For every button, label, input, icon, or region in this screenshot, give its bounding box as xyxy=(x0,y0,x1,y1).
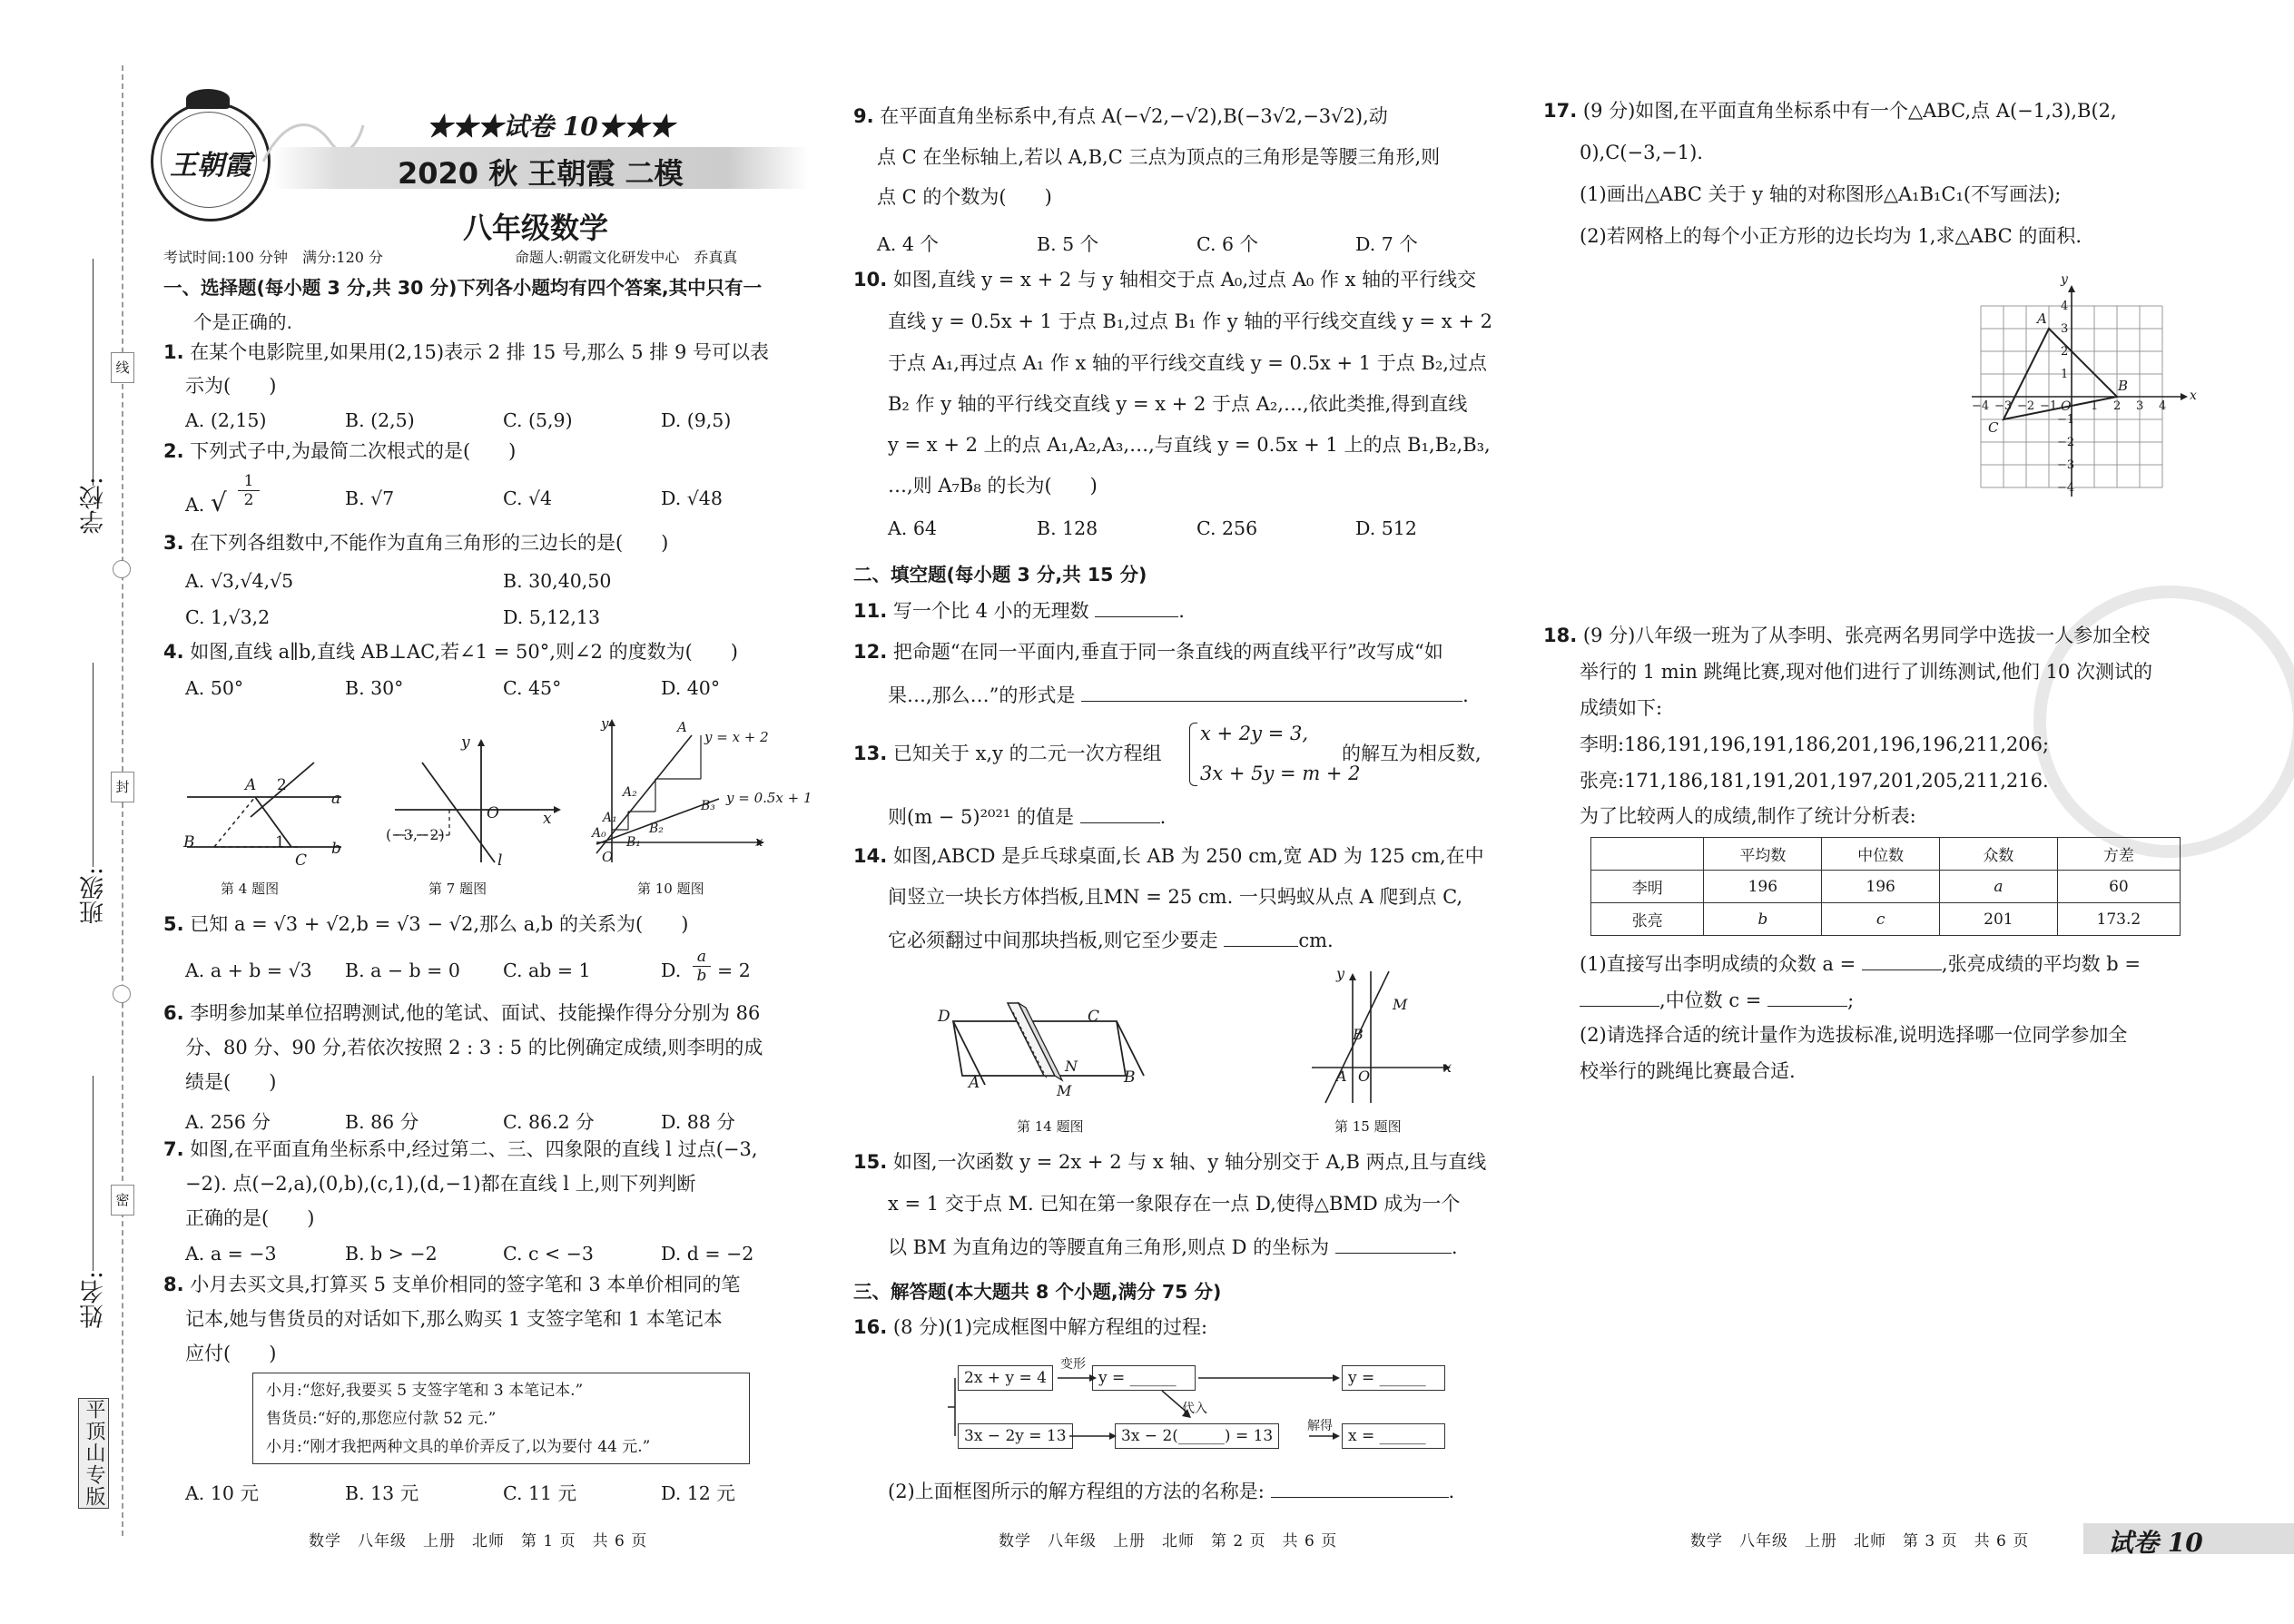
q9-option-d[interactable]: D. 7 个 xyxy=(1355,233,1418,255)
table-cell: b xyxy=(1704,903,1822,936)
f17-label-C: C xyxy=(1988,419,1999,436)
q1-option-a[interactable]: A. (2,15) xyxy=(185,409,267,431)
punch-hole-icon xyxy=(113,985,131,1003)
f17-label-O: O xyxy=(2061,399,2072,414)
f10-label-x: x xyxy=(755,833,763,850)
exam-meta-left: 考试时间:100 分钟 满分:120 分 xyxy=(163,249,384,266)
table-cell: 60 xyxy=(2057,871,2180,903)
f17-ytick-m2: −2 xyxy=(2057,436,2075,449)
q8-option-c[interactable]: C. 11 元 xyxy=(503,1482,577,1504)
question-13-cont: 则(m − 5)²⁰²¹ 的值是 . xyxy=(888,806,1167,828)
q13-eq-1: x + 2y = 3, xyxy=(1200,723,1308,744)
question-18-data-1: 李明:186,191,196,191,186,201,196,196,211,206; xyxy=(1580,733,2050,755)
logo-text: 王朝霞 xyxy=(170,150,251,182)
class-field[interactable] xyxy=(93,663,94,867)
q5-d-fraction: a b xyxy=(693,948,711,985)
question-18-part1-cont: ,中位数 c = ; xyxy=(1580,989,1854,1010)
question-15: 15. 如图,一次函数 y = 2x + 2 与 x 轴、y 轴分别交于 A,B 两点,且与直线 xyxy=(853,1151,1487,1173)
figure-7-caption: 第 7 题图 xyxy=(428,881,487,897)
f10-label-y: y xyxy=(601,715,609,732)
q13-eq-2: 3x + 5y = m + 2 xyxy=(1200,763,1361,784)
question-7: 7. 如图,在平面直角坐标系中,经过第二、三、四象限的直线 l 过点(−3, xyxy=(163,1138,758,1160)
table-cell: 173.2 xyxy=(2057,903,2180,936)
question-3: 3. 在下列各组数中,不能作为直角三角形的三边长的是( ) xyxy=(163,532,669,554)
question-7-cont2: 正确的是( ) xyxy=(185,1207,315,1229)
section-1-title: 一、选择题(每小题 3 分,共 30 分)下列各小题均有四个答案,其中只有一 xyxy=(163,277,763,299)
question-15-cont2: 以 BM 为直角边的等腰直角三角形,则点 D 的坐标为 . xyxy=(888,1236,1458,1258)
table-row xyxy=(1591,871,2181,903)
f14-label-B: B xyxy=(1124,1068,1136,1087)
f7-label-y: y xyxy=(461,733,470,752)
q4-option-b[interactable]: B. 30° xyxy=(345,677,404,699)
q2-option-a[interactable]: A. √ xyxy=(185,487,227,517)
question-8: 8. 小月去买文具,打算买 5 支单价相同的签字笔和 3 本单价相同的笔 xyxy=(163,1274,741,1295)
question-18-cont2: 成绩如下: xyxy=(1580,697,1663,719)
f17-label-A: A xyxy=(2037,310,2047,327)
table-cell: a xyxy=(1940,871,2058,903)
table-cell: 李明 xyxy=(1591,871,1704,903)
footer-page-1: 数学 八年级 上册 北师 第 1 页 共 6 页 xyxy=(309,1532,648,1550)
table-cell: 201 xyxy=(1940,903,2058,936)
f10-label-A1: A₁ xyxy=(603,811,617,825)
exam-badge: 试卷 10 xyxy=(2108,1528,2203,1558)
section-2-title: 二、填空题(每小题 3 分,共 15 分) xyxy=(853,564,1147,586)
question-6: 6. 李明参加某单位招聘测试,他的笔试、面试、技能操作得分分别为 86 xyxy=(163,1002,761,1024)
seal-mark-top: 线 xyxy=(111,352,134,383)
seal-mark-mid: 封 xyxy=(111,772,134,802)
table-header-row xyxy=(1591,838,2181,871)
f7-label-l: l xyxy=(497,851,503,870)
figure-17-grid xyxy=(1961,272,2206,508)
dialog-line-1: 小月:“您好,我要买 5 支签字笔和 3 本笔记本.” xyxy=(266,1382,584,1400)
question-2: 2. 下列式子中,为最简二次根式的是( ) xyxy=(163,440,517,462)
question-17-cont: 0),C(−3,−1). xyxy=(1580,142,1703,163)
question-10-cont3: B₂ 作 y 轴的平行线交直线 y = x + 2 于点 A₂,…,依此类推,得到直线 xyxy=(888,393,1468,415)
question-18-part1: (1)直接写出李明成绩的众数 a = ,张亮成绩的平均数 b = xyxy=(1580,953,2141,975)
q7-option-c[interactable]: C. c < −3 xyxy=(503,1243,594,1265)
f10-label-B1: B₁ xyxy=(626,835,641,850)
f17-label-B: B xyxy=(2118,378,2129,394)
question-10-cont1: 直线 y = 0.5x + 1 于点 B₁,过点 B₁ 作 y 轴的平行线交直线 y = x + 2 xyxy=(888,310,1492,332)
f7-label-x: x xyxy=(543,810,552,828)
q3-option-b[interactable]: B. 30,40,50 xyxy=(503,570,612,592)
f15-label-y: y xyxy=(1336,965,1345,982)
edition-badge: 平顶山专版 xyxy=(78,1398,109,1509)
q3-option-a[interactable]: A. √3,√4,√5 xyxy=(185,570,294,592)
q4-option-c[interactable]: C. 45° xyxy=(503,677,562,699)
f7-label-O: O xyxy=(487,804,499,822)
question-5: 5. 已知 a = √3 + √2,b = √3 − √2,那么 a,b 的关系为( ) xyxy=(163,913,689,935)
f10-label-O: O xyxy=(602,849,614,865)
q10-option-d[interactable]: D. 512 xyxy=(1355,517,1417,539)
flow-box-sub[interactable]: 3x − 2(______) = 13 xyxy=(1115,1423,1279,1449)
table-header: 众数 xyxy=(1940,838,2058,871)
f7-point-label: (−3,−2) xyxy=(386,826,445,843)
figure-14-caption: 第 14 题图 xyxy=(1017,1118,1084,1135)
q13-answer-blank[interactable] xyxy=(1080,806,1160,823)
f17-ytick-1: 1 xyxy=(2061,368,2069,381)
f10-label-B3: B₃ xyxy=(701,799,715,813)
q8-option-a[interactable]: A. 10 元 xyxy=(185,1482,259,1504)
flow-box-eq2: 3x − 2y = 13 xyxy=(958,1423,1073,1449)
q7-option-b[interactable]: B. b > −2 xyxy=(345,1243,438,1265)
q1-option-b[interactable]: B. (2,5) xyxy=(345,409,415,431)
punch-hole-icon xyxy=(113,560,131,578)
f15-label-M: M xyxy=(1393,996,1408,1013)
q10-option-b[interactable]: B. 128 xyxy=(1037,517,1098,539)
table-header: 方差 xyxy=(2057,838,2180,871)
q12-answer-blank[interactable] xyxy=(1081,684,1462,702)
q7-option-a[interactable]: A. a = −3 xyxy=(185,1243,277,1265)
q10-option-c[interactable]: C. 256 xyxy=(1196,517,1258,539)
q9-option-b[interactable]: B. 5 个 xyxy=(1037,233,1099,255)
f4-label-1: 1 xyxy=(275,833,285,851)
footer-page-3: 数学 八年级 上册 北师 第 3 页 共 6 页 xyxy=(1690,1532,2030,1550)
f10-line-2: y = 0.5x + 1 xyxy=(726,790,812,806)
figure-10-caption: 第 10 题图 xyxy=(637,881,704,897)
table-header: 平均数 xyxy=(1704,838,1822,871)
q2-a-fraction: 1 2 xyxy=(238,472,260,509)
f17-ytick-3: 3 xyxy=(2061,322,2069,336)
crown-icon xyxy=(186,89,230,109)
question-13-tail: 的解互为相反数, xyxy=(1342,743,1482,764)
question-15-cont: x = 1 交于点 M. 已知在第一象限存在一点 D,使得△BMD 成为一个 xyxy=(888,1193,1461,1215)
q6-option-b[interactable]: B. 86 分 xyxy=(345,1111,419,1133)
question-8-cont2: 应付( ) xyxy=(185,1343,277,1364)
footer-page-2: 数学 八年级 上册 北师 第 2 页 共 6 页 xyxy=(999,1532,1338,1550)
section-3-title: 三、解答题(本大题共 8 个小题,满分 75 分) xyxy=(853,1281,1222,1303)
stats-table xyxy=(1590,837,2181,936)
f17-label-x: x xyxy=(2190,389,2197,403)
f15-label-O: O xyxy=(1358,1068,1371,1085)
seal-mark-bot: 密 xyxy=(111,1185,134,1216)
question-13: 13. 已知关于 x,y 的二元一次方程组 xyxy=(853,743,1162,764)
question-16: 16. (8 分)(1)完成框图中解方程组的过程: xyxy=(853,1316,1208,1338)
figure-4-caption: 第 4 题图 xyxy=(221,881,280,897)
question-18-cont3: 为了比较两人的成绩,制作了统计分析表: xyxy=(1580,805,1916,827)
question-9-cont2: 点 C 的个数为( ) xyxy=(877,186,1052,208)
q4-option-a[interactable]: A. 50° xyxy=(185,677,244,699)
question-9: 9. 在平面直角坐标系中,有点 A(−√2,−√2),B(−3√2,−3√2),动 xyxy=(853,105,1388,127)
flow-box-y1[interactable]: y = ______ xyxy=(1092,1365,1196,1391)
q10-option-a[interactable]: A. 64 xyxy=(888,517,937,539)
f17-ytick-m3: −3 xyxy=(2057,458,2075,472)
question-14-cont: 间竖立一块长方体挡板,且MN = 25 cm. 一只蚂蚁从点 A 爬到点 C, xyxy=(888,886,1463,908)
q8-option-b[interactable]: B. 13 元 xyxy=(345,1482,419,1504)
question-8-cont: 记本,她与售货员的对话如下,那么购买 1 支签字笔和 1 本笔记本 xyxy=(185,1308,723,1330)
table-cell: 张亮 xyxy=(1591,903,1704,936)
f17-xtick-3: 3 xyxy=(2136,399,2144,413)
table-cell: 196 xyxy=(1822,871,1940,903)
question-12-cont: 果…,那么…”的形式是 . xyxy=(888,684,1469,706)
q9-option-c[interactable]: C. 6 个 xyxy=(1196,233,1259,255)
f17-xtick-m1: −1 xyxy=(2040,399,2058,413)
f14-label-D: D xyxy=(938,1008,950,1026)
q18-b-blank[interactable] xyxy=(1580,989,1659,1007)
f10-label-B2: B₂ xyxy=(649,822,664,836)
question-18-part2: (2)请选择合适的统计量作为选拔标准,说明选择哪一位同学参加全 xyxy=(1580,1024,2128,1046)
f14-label-M: M xyxy=(1057,1082,1072,1099)
q18-c-blank[interactable] xyxy=(1767,989,1847,1007)
question-9-cont: 点 C 在坐标轴上,若以 A,B,C 三点为顶点的三角形是等腰三角形,则 xyxy=(877,146,1441,168)
flow-box-y2[interactable]: y = ______ xyxy=(1342,1365,1445,1391)
dialog-box xyxy=(252,1373,750,1464)
series-title: ★★★试卷 10★★★ xyxy=(427,112,674,142)
q3-option-c[interactable]: C. 1,√3,2 xyxy=(185,606,271,628)
q5-option-a[interactable]: A. a + b = √3 xyxy=(185,960,312,981)
q9-option-a[interactable]: A. 4 个 xyxy=(877,233,939,255)
name-field[interactable] xyxy=(93,1076,94,1271)
exam-title: 2020 秋 王朝霞 二模 xyxy=(398,156,684,191)
f17-label-y: y xyxy=(2061,272,2068,287)
table-cell: 196 xyxy=(1704,871,1822,903)
q6-option-d[interactable]: D. 88 分 xyxy=(661,1111,735,1133)
f14-label-C: C xyxy=(1088,1008,1100,1026)
flow-label-solve: 解得 xyxy=(1307,1419,1333,1433)
flow-box-x[interactable]: x = ______ xyxy=(1342,1423,1445,1449)
question-7-cont: −2). 点(−2,a),(0,b),(c,1),(d,−1)都在直线 l 上,则下列判断 xyxy=(185,1173,696,1195)
school-field[interactable] xyxy=(93,259,94,486)
f17-ytick-m1: −1 xyxy=(2057,413,2075,427)
q3-option-d[interactable]: D. 5,12,13 xyxy=(503,606,600,628)
question-4: 4. 如图,直线 a∥b,直线 AB⊥AC,若∠1 = 50°,则∠2 的度数为( ) xyxy=(163,641,738,663)
logo xyxy=(151,102,271,221)
table-header: 中位数 xyxy=(1822,838,1940,871)
exam-meta-right: 命题人:朝霞文化研发中心 乔真真 xyxy=(515,249,738,266)
q5-d-rhs: = 2 xyxy=(717,960,751,981)
question-6-cont2: 绩是( ) xyxy=(185,1071,277,1093)
class-label: 班级: xyxy=(80,867,108,925)
q5-option-d[interactable]: D. xyxy=(661,960,682,981)
q4-option-d[interactable]: D. 40° xyxy=(661,677,721,699)
figure-15-caption: 第 15 题图 xyxy=(1334,1118,1402,1135)
question-6-cont: 分、80 分、90 分,若依次按照 2 : 3 : 5 的比例确定成绩,则李明的成 xyxy=(185,1037,763,1058)
q11-answer-blank[interactable] xyxy=(1095,600,1178,617)
question-10-cont2: 于点 A₁,再过点 A₁ 作 x 轴的平行线交直线 y = 0.5x + 1 于点 B₂,过点 xyxy=(888,352,1487,374)
f17-xtick-m3: −3 xyxy=(1994,399,2013,413)
f15-label-x: x xyxy=(1443,1058,1452,1076)
f4-label-C: C xyxy=(295,851,308,870)
q8-option-d[interactable]: D. 12 元 xyxy=(661,1482,735,1504)
q1-option-d[interactable]: D. (9,5) xyxy=(661,409,732,431)
table-cell: c xyxy=(1822,903,1940,936)
question-14: 14. 如图,ABCD 是乒乓球桌面,长 AB 为 250 cm,宽 AD 为 125 cm,在中 xyxy=(853,845,1484,867)
f17-ytick-m4: −4 xyxy=(2057,481,2075,495)
question-10: 10. 如图,直线 y = x + 2 与 y 轴相交于点 A₀,过点 A₀ 作 x 轴的平行线交 xyxy=(853,269,1477,290)
question-18-part2-cont: 校举行的跳绳比赛最合适. xyxy=(1580,1060,1796,1082)
question-17-part1: (1)画出△ABC 关于 y 轴的对称图形△A₁B₁C₁(不写画法); xyxy=(1580,183,2062,205)
f15-label-A: A xyxy=(1336,1068,1347,1085)
question-18-data-2: 张亮:171,186,181,191,201,197,201,205,211,216. xyxy=(1580,770,2049,792)
f17-xtick-2: 2 xyxy=(2113,399,2122,413)
f17-xtick-m4: −4 xyxy=(1972,399,1990,413)
q15-answer-blank[interactable] xyxy=(1335,1236,1452,1254)
f4-label-a: a xyxy=(331,790,341,808)
f4-label-2: 2 xyxy=(277,776,287,794)
f17-xtick-1: 1 xyxy=(2091,399,2099,413)
q18-a-blank[interactable] xyxy=(1862,953,1942,970)
f4-label-A: A xyxy=(245,776,257,794)
question-1: 1. 在某个电影院里,如果用(2,15)表示 2 排 15 号,那么 5 排 9 号可以表 xyxy=(163,341,769,363)
q2-option-d[interactable]: D. √48 xyxy=(661,487,723,509)
question-14-cont2: 它必须翻过中间那块挡板,则它至少要走 cm. xyxy=(888,930,1334,951)
question-10-cont5: …,则 A₇B₈ 的长为( ) xyxy=(888,475,1098,497)
question-11: 11. 写一个比 4 小的无理数 . xyxy=(853,600,1185,622)
question-17-part2: (2)若网格上的每个小正方形的边长均为 1,求△ABC 的面积. xyxy=(1580,225,2082,247)
question-1-cont: 示为( ) xyxy=(185,375,277,397)
f17-xtick-4: 4 xyxy=(2159,399,2167,413)
q1-option-c[interactable]: C. (5,9) xyxy=(503,409,573,431)
flow-label-transform: 变形 xyxy=(1060,1357,1086,1372)
dialog-line-3: 小月:“刚才我把两种文具的单价弄反了,以为要付 44 元.” xyxy=(266,1438,651,1456)
q2-option-c[interactable]: C. √4 xyxy=(503,487,553,509)
table-row xyxy=(1591,903,2181,936)
f10-label-A: A xyxy=(677,719,687,735)
f10-line-1: y = x + 2 xyxy=(704,729,769,745)
figure-15 xyxy=(1307,971,1462,1107)
f4-label-b: b xyxy=(331,840,341,858)
flow-label-substitute: 代入 xyxy=(1182,1402,1207,1416)
question-18-cont1: 举行的 1 min 跳绳比赛,现对他们进行了训练测试,他们 10 次测试的 xyxy=(1580,661,2152,683)
q2-option-b[interactable]: B. √7 xyxy=(345,487,395,509)
f10-label-A2: A₂ xyxy=(623,785,637,800)
q5-option-c[interactable]: C. ab = 1 xyxy=(503,960,591,981)
f14-label-A: A xyxy=(969,1074,980,1092)
question-12: 12. 把命题“在同一平面内,垂直于同一条直线的两直线平行”改写成“如 xyxy=(853,641,1443,663)
question-10-cont4: y = x + 2 上的点 A₁,A₂,A₃,…,与直线 y = 0.5x + 1 上的点 B₁,B₂,B₃, xyxy=(888,434,1491,456)
q6-option-a[interactable]: A. 256 分 xyxy=(185,1111,271,1133)
section-1-title-cont: 个是正确的. xyxy=(193,311,293,333)
school-label: 学校: xyxy=(80,477,108,535)
question-17: 17. (9 分)如图,在平面直角坐标系中有一个△ABC,点 A(−1,3),B(2, xyxy=(1543,100,2117,122)
question-16-part2: (2)上面框图所示的解方程组的方法的名称是: . xyxy=(888,1481,1455,1502)
f4-label-B: B xyxy=(183,833,195,851)
question-18: 18. (9 分)八年级一班为了从李明、张亮两名男同学中选拔一人参加全校 xyxy=(1543,625,2151,646)
f14-label-N: N xyxy=(1065,1058,1078,1075)
figure-7 xyxy=(386,726,567,871)
f10-label-A0: A₀ xyxy=(592,826,606,841)
f17-ytick-4: 4 xyxy=(2061,300,2069,313)
f15-label-B: B xyxy=(1353,1026,1364,1043)
q7-option-d[interactable]: D. d = −2 xyxy=(661,1243,754,1265)
dialog-line-2: 售货员:“好的,那您应付款 52 元.” xyxy=(266,1410,497,1428)
q14-answer-blank[interactable] xyxy=(1224,930,1298,947)
q5-option-b[interactable]: B. a − b = 0 xyxy=(345,960,460,981)
equation-brace xyxy=(1189,723,1197,786)
flow-box-eq1: 2x + y = 4 xyxy=(958,1365,1053,1391)
subject-title: 八年级数学 xyxy=(463,211,609,245)
f17-xtick-m2: −2 xyxy=(2017,399,2035,413)
q6-option-c[interactable]: C. 86.2 分 xyxy=(503,1111,595,1133)
name-label: 姓名: xyxy=(80,1271,108,1329)
q16-answer-blank[interactable] xyxy=(1271,1481,1449,1498)
f17-ytick-2: 2 xyxy=(2061,345,2069,359)
